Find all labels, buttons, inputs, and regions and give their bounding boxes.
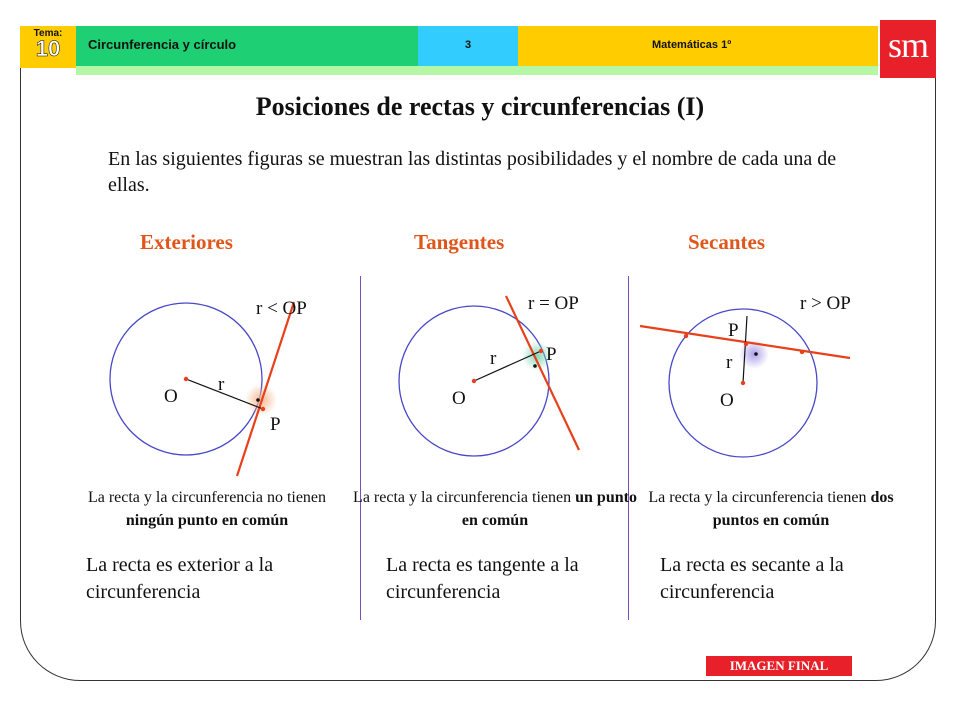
heading-exteriores: Exteriores: [140, 230, 233, 254]
center-label: O: [164, 386, 178, 407]
point-label: P: [728, 320, 739, 341]
center-point: [184, 377, 188, 381]
subject-bar: [518, 26, 878, 66]
point-label: P: [270, 414, 281, 435]
conclusion-tangente: La recta es tangente a la circunferencia: [386, 554, 579, 603]
page-number: 3: [464, 39, 472, 51]
figure-exterior: [60, 284, 360, 484]
caption-text: La recta y la circunferencia tienen: [353, 489, 576, 506]
heading-secantes: Secantes: [688, 230, 765, 254]
tema-number: 10: [35, 36, 61, 61]
conclusion-secante: La recta es secante a la circunferencia: [660, 554, 844, 603]
point-p: [744, 342, 748, 346]
relation-label: r = OP: [528, 293, 579, 314]
tema-badge: [20, 26, 76, 68]
point-label: P: [546, 344, 557, 365]
intersection-point: [684, 334, 688, 338]
radius-label: r: [490, 348, 497, 369]
center-point: [472, 379, 476, 383]
line-r: [237, 302, 294, 476]
column-divider: [360, 276, 361, 620]
subject-title: Matemáticas 1º: [652, 39, 732, 51]
caption-emphasis: un punto en común: [461, 489, 637, 530]
center-label: O: [452, 388, 466, 409]
relation-label: r < OP: [256, 298, 307, 319]
radius-end-dot: [754, 352, 758, 356]
page-title: Posiciones de rectas y circunferencias (I): [255, 92, 705, 121]
relation-label: r > OP: [800, 293, 851, 314]
point-p: [539, 349, 543, 353]
page-number-box: [418, 26, 518, 66]
header-stripe: [76, 66, 878, 75]
conclusion-exterior: La recta es exterior a la circunferencia: [86, 554, 274, 603]
topic-bar: [76, 26, 418, 66]
caption-tangente: [350, 486, 640, 532]
heading-tangentes: Tangentes: [414, 230, 505, 254]
radius-label: r: [218, 374, 225, 395]
center-label: O: [720, 390, 734, 411]
point-p: [261, 407, 265, 411]
figure-secante: [640, 284, 900, 484]
intro-text: En las siguientes figuras se muestran las distintas posibilidades y el nombre de cada una de ellas.: [108, 148, 837, 196]
figure-tangente: [380, 284, 620, 484]
caption-text: La recta y la circunferencia no tienen: [87, 489, 327, 506]
line-r: [506, 296, 579, 450]
tema-label: Tema:: [33, 28, 63, 39]
caption-emphasis: ningún punto en común: [125, 512, 289, 530]
caption-emphasis: dos puntos en común: [712, 489, 894, 530]
caption-secante: [626, 486, 916, 532]
topic-title: Circunferencia y círculo: [88, 37, 237, 52]
caption-exterior: [62, 486, 352, 532]
center-point: [741, 381, 745, 385]
sm-logo: [880, 20, 936, 78]
radius-end-dot: [256, 398, 260, 402]
caption-text: La recta y la circunferencia tienen: [648, 489, 871, 506]
radius-label: r: [726, 352, 733, 373]
sm-logo-text: sm: [887, 25, 928, 65]
intersection-point: [800, 350, 804, 354]
final-image-badge[interactable]: IMAGEN FINAL: [706, 656, 852, 676]
radius-end-dot: [533, 364, 537, 368]
